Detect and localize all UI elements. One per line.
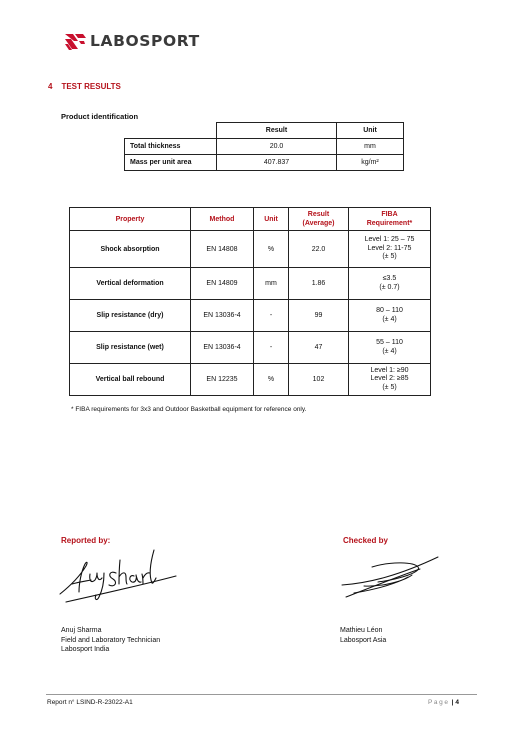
table-row: [125, 155, 404, 171]
labosport-mark-icon: [64, 30, 86, 52]
reporter-signature: [52, 540, 182, 610]
requirement-line: Level 2: 11-75: [367, 244, 412, 252]
table-header-row: [70, 208, 431, 231]
cell-unit: -: [254, 332, 289, 364]
section-heading: [48, 82, 121, 91]
column-header-unit: Unit: [337, 123, 404, 139]
cell-fiba-requirement: [349, 332, 431, 364]
requirement-line: 80 – 110: [376, 307, 403, 314]
cell-property: Slip resistance (wet): [70, 332, 191, 364]
cell-result: 102: [289, 364, 349, 396]
cell-fiba-requirement: [349, 300, 431, 332]
requirement-line: (± 4): [382, 347, 397, 355]
table-row: [70, 300, 431, 332]
cell-property: Vertical ball rebound: [70, 364, 191, 396]
cell-unit: %: [254, 364, 289, 396]
reported-by-label: Reported by:: [61, 536, 111, 545]
logo-text: LABOSPORT: [90, 32, 200, 50]
cell-fiba-requirement: [349, 364, 431, 396]
column-header-property: Property: [70, 208, 191, 231]
reporter-details: [61, 626, 160, 655]
page-indicator: [428, 699, 459, 706]
row-unit: kg/m²: [337, 155, 404, 171]
cell-unit: mm: [254, 268, 289, 300]
page-label: Page: [428, 699, 450, 706]
cell-method: EN 12235: [191, 364, 254, 396]
requirement-line: Level 2: ≥85: [370, 375, 409, 383]
cell-fiba-requirement: [349, 231, 431, 268]
reporter-name: Anuj Sharma: [61, 627, 102, 634]
checker-signature: [334, 553, 444, 603]
requirement-line: (± 5): [382, 383, 397, 391]
cell-method: EN 13036-4: [191, 300, 254, 332]
cell-unit: %: [254, 231, 289, 268]
requirement-line: (± 0.7): [379, 283, 400, 291]
requirement-line: (± 4): [382, 315, 397, 323]
product-identification-heading: Product identification: [61, 112, 139, 121]
cell-result: 47: [289, 332, 349, 364]
column-header-unit: Unit: [254, 208, 289, 231]
result-header-line: (Average): [302, 220, 335, 227]
cell-result: 1.86: [289, 268, 349, 300]
footer-divider: [46, 694, 477, 695]
cell-result: 99: [289, 300, 349, 332]
checker-organization: Labosport Asia: [340, 636, 387, 644]
row-label: Total thickness: [125, 139, 217, 155]
table-row: [70, 332, 431, 364]
page-number: 4: [455, 699, 460, 706]
test-results-table: [69, 207, 431, 396]
row-result: 407.837: [217, 155, 337, 171]
row-result: 20.0: [217, 139, 337, 155]
table-row: [70, 364, 431, 396]
cell-property: Vertical deformation: [70, 268, 191, 300]
reporter-title: Field and Laboratory Technician: [61, 636, 161, 644]
reporter-organization: Labosport India: [61, 646, 110, 653]
requirement-line: Level 1: ≥90: [370, 366, 409, 374]
row-unit: mm: [337, 139, 404, 155]
section-title: TEST RESULTS: [61, 82, 121, 91]
checked-by-label: Checked by: [343, 536, 388, 545]
column-header-result: Result: [217, 123, 337, 139]
table-row: [125, 139, 404, 155]
table-row: [70, 268, 431, 300]
requirement-line: ≤3.5: [382, 275, 397, 282]
cell-method: EN 13036-4: [191, 332, 254, 364]
report-number: Report n° LSIND-R-23022-A1: [47, 699, 133, 706]
cell-property: Shock absorption: [70, 231, 191, 268]
fiba-header-line: FIBA: [381, 211, 398, 218]
table-row: [70, 231, 431, 268]
cell-result: 22.0: [289, 231, 349, 268]
requirement-line: Level 1: 25 – 75: [364, 236, 415, 244]
cell-fiba-requirement: [349, 268, 431, 300]
labosport-logo: [64, 30, 200, 52]
table-header-row: [125, 123, 404, 139]
footnote: * FIBA requirements for 3x3 and Outdoor Basketball equipment for reference only.: [71, 406, 307, 413]
cell-property: Slip resistance (dry): [70, 300, 191, 332]
requirement-line: (± 5): [382, 253, 397, 261]
column-header-result: [289, 208, 349, 231]
column-header-fiba: [349, 208, 431, 231]
section-number: 4: [48, 82, 53, 91]
cell-method: EN 14808: [191, 231, 254, 268]
product-identification-table: [124, 122, 404, 171]
column-header-method: Method: [191, 208, 254, 231]
row-label: Mass per unit area: [125, 155, 217, 171]
requirement-line: 55 – 110: [376, 339, 403, 346]
fiba-header-line: Requirement*: [366, 220, 413, 227]
cell-method: EN 14809: [191, 268, 254, 300]
page-separator: |: [451, 699, 454, 706]
result-header-line: Result: [307, 211, 330, 218]
checker-name: Mathieu Léon: [340, 627, 383, 634]
empty-header-cell: [125, 123, 217, 139]
checker-details: [340, 626, 386, 645]
cell-unit: -: [254, 300, 289, 332]
